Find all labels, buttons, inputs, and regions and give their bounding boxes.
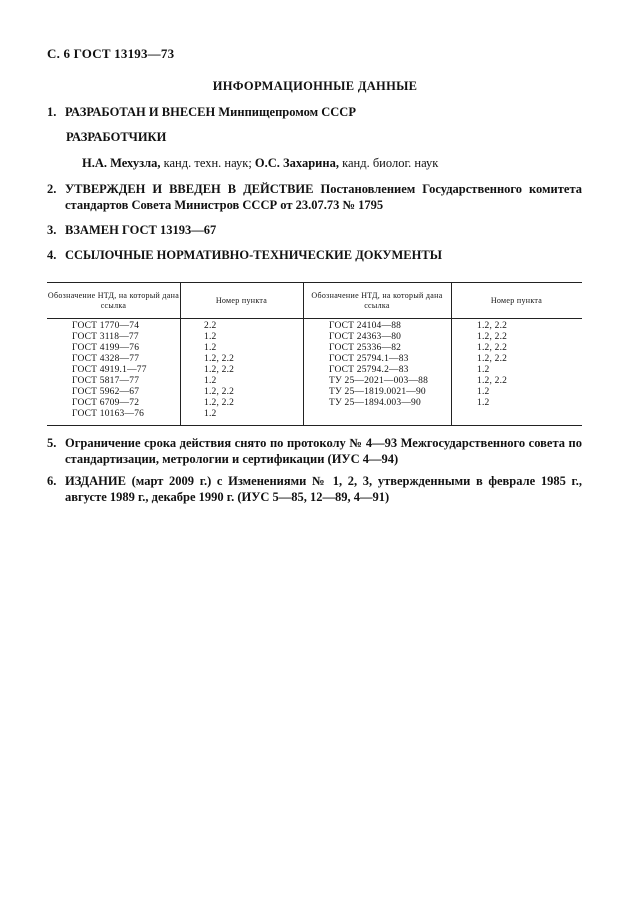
- table-divider: [180, 283, 181, 425]
- section-3-number: 3.: [47, 223, 57, 237]
- table-cell-point: 1.2: [204, 332, 217, 342]
- table-cell-ntd: ГОСТ 10163—76: [72, 409, 145, 419]
- table-cell-point: 1.2, 2.2: [477, 332, 508, 342]
- page-header: С. 6 ГОСТ 13193—73: [47, 46, 175, 61]
- section-6-number: 6.: [47, 474, 57, 488]
- table-cell-ntd: ТУ 25—2021—003—88: [329, 376, 429, 386]
- section-4: [47, 247, 582, 263]
- table-cell-ntd: ГОСТ 24104—88: [329, 321, 402, 331]
- table-cell-ntd: ГОСТ 24363—80: [329, 332, 402, 342]
- section-2-text: УТВЕРЖДЕН И ВВЕДЕН В ДЕЙСТВИЕ Постановлением Государственного комитета стандартов Совета Министров СССР от 23.07.73 № 1795: [65, 182, 582, 212]
- reference-table: [47, 282, 582, 426]
- table-cell-point: 1.2: [204, 409, 217, 419]
- table-cell-ntd: ГОСТ 4199—76: [72, 343, 140, 353]
- table-cell-point: 1.2, 2.2: [477, 343, 508, 353]
- author-2-degree: канд. биолог. наук: [338, 156, 439, 170]
- developers-list: [82, 156, 438, 171]
- section-5-number: 5.: [47, 436, 57, 450]
- table-cell-point: 1.2: [477, 398, 490, 408]
- table-cell-ntd: ГОСТ 25794.2—83: [329, 365, 409, 375]
- table-header-ntd-left: Обозначение НТД, на который дана ссылка: [47, 290, 180, 310]
- table-cell-ntd: ГОСТ 5817—77: [72, 376, 140, 386]
- section-2-number: 2.: [47, 182, 57, 196]
- table-cell-point: 2.2: [204, 321, 217, 331]
- section-4-number: 4.: [47, 248, 57, 262]
- table-cell-point: 1.2, 2.2: [477, 321, 508, 331]
- table-divider: [303, 283, 304, 425]
- section-1-number: 1.: [47, 105, 57, 119]
- table-cell-point: 1.2: [204, 376, 217, 386]
- table-cell-point: 1.2: [204, 343, 217, 353]
- section-4-text: ССЫЛОЧНЫЕ НОРМАТИВНО-ТЕХНИЧЕСКИЕ ДОКУМЕНТЫ: [65, 248, 442, 262]
- table-cell-point: 1.2, 2.2: [477, 354, 508, 364]
- section-5-text: Ограничение срока действия снято по протоколу № 4—93 Межгосударственного совета по стандартизации, метрологии и сертификации (ИУС 4—94): [65, 436, 582, 466]
- table-cell-ntd: ГОСТ 5962—67: [72, 387, 140, 397]
- table-cell-point: 1.2, 2.2: [204, 387, 235, 397]
- table-header-point-right: Номер пункта: [490, 295, 543, 305]
- table-cell-point: 1.2, 2.2: [477, 376, 508, 386]
- table-cell-point: 1.2: [477, 365, 490, 375]
- table-header-point-left: Номер пункта: [215, 295, 268, 305]
- table-cell-point: 1.2, 2.2: [204, 354, 235, 364]
- table-cell-ntd: ТУ 25—1819.0021—90: [329, 387, 426, 397]
- author-1-degree: канд. техн. наук;: [160, 156, 255, 170]
- table-divider: [451, 283, 452, 425]
- section-1: [47, 104, 356, 120]
- table-cell-ntd: ГОСТ 25336—82: [329, 343, 402, 353]
- page-title: ИНФОРМАЦИОННЫЕ ДАННЫЕ: [212, 79, 418, 93]
- table-cell-ntd: ГОСТ 4328—77: [72, 354, 140, 364]
- table-cell-ntd: ТУ 25—1894.003—90: [329, 398, 421, 408]
- section-1-text: Минпищепромом СССР: [215, 105, 356, 119]
- section-1-heading: РАЗРАБОТАН И ВНЕСЕН: [65, 105, 216, 119]
- table-cell-point: 1.2: [477, 387, 490, 397]
- author-1-name: Н.А. Мехузла,: [82, 156, 161, 170]
- author-2-name: О.С. Захарина,: [254, 156, 339, 170]
- table-cell-ntd: ГОСТ 6709—72: [72, 398, 140, 408]
- table-cell-point: 1.2, 2.2: [204, 398, 235, 408]
- section-3: [47, 222, 582, 238]
- table-cell-ntd: ГОСТ 1770—74: [72, 321, 140, 331]
- developers-heading: РАЗРАБОТЧИКИ: [66, 130, 167, 144]
- table-cell-ntd: ГОСТ 25794.1—83: [329, 354, 409, 364]
- section-6-text: ИЗДАНИЕ (март 2009 г.) с Изменениями № 1, 2, 3, утвержденными в феврале 1985 г., августе 1989 г., декабре 1990 г. (ИУС 5—85, 12—89, 4—91): [65, 474, 582, 504]
- section-3-text: ВЗАМЕН ГОСТ 13193—67: [65, 223, 217, 237]
- table-cell-point: 1.2, 2.2: [204, 365, 235, 375]
- section-2: [47, 181, 582, 213]
- table-cell-ntd: ГОСТ 3118—77: [72, 332, 139, 342]
- table-header-ntd-right: Обозначение НТД, на который дана ссылка: [311, 290, 443, 310]
- section-6: [47, 473, 582, 505]
- table-cell-ntd: ГОСТ 4919.1—77: [72, 365, 147, 375]
- section-5: [47, 435, 582, 467]
